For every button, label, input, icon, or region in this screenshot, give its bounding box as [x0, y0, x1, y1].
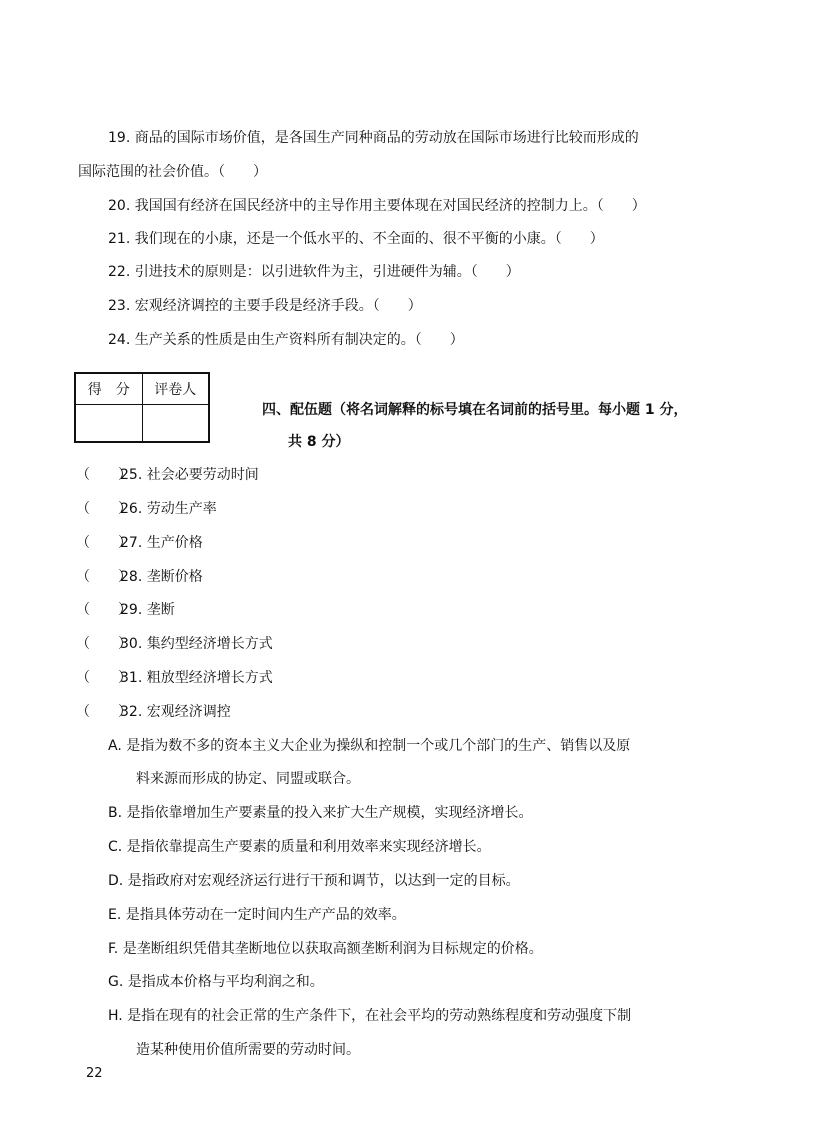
- answer-paren[interactable]: （ ）: [76, 535, 132, 551]
- definition-d: D. 是指政府对宏观经济运行进行干预和调节，以达到一定的目标。: [108, 873, 520, 889]
- match-text: 26. 劳动生产率: [120, 501, 217, 517]
- match-item-31: [76, 668, 273, 688]
- match-item-27: [76, 533, 203, 553]
- definition-g: G. 是指成本价格与平均利润之和。: [108, 974, 324, 990]
- match-text: 30. 集约型经济增长方式: [120, 636, 273, 652]
- grader-label: 评卷人: [142, 373, 209, 405]
- grader-cell[interactable]: [142, 405, 209, 443]
- score-box: [74, 372, 210, 443]
- definition-a: A. 是指为数不多的资本主义大企业为操纵和控制一个或几个部门的生产、销售以及原: [108, 738, 631, 754]
- definition-h-cont: 造某种使用价值所需要的劳动时间。: [136, 1042, 360, 1058]
- question-21: 21. 我们现在的小康，还是一个低水平的、不全面的、很不平衡的小康。（ ）: [108, 231, 604, 247]
- page-number: 22: [86, 1066, 103, 1081]
- question-19: 19. 商品的国际市场价值，是各国生产同种商品的劳动放在国际市场进行比较而形成的: [108, 130, 639, 146]
- definition-b: B. 是指依靠增加生产要素量的投入来扩大生产规模，实现经济增长。: [108, 805, 533, 821]
- match-text: 25. 社会必要劳动时间: [120, 467, 259, 483]
- match-text: 29. 垄断: [120, 602, 175, 618]
- section-title: 四、配伍题（将名词解释的标号填在名词前的括号里。每小题 1 分，: [262, 402, 688, 418]
- section-title-cont: 共 8 分）: [288, 434, 350, 450]
- score-cell[interactable]: [75, 405, 142, 443]
- answer-paren[interactable]: （ ）: [76, 602, 132, 618]
- answer-paren[interactable]: （ ）: [76, 704, 132, 720]
- answer-paren[interactable]: （ ）: [76, 569, 132, 585]
- question-22: 22. 引进技术的原则是：以引进软件为主，引进硬件为辅。（ ）: [108, 264, 520, 280]
- definition-e: E. 是指具体劳动在一定时间内生产产品的效率。: [108, 907, 406, 923]
- definition-h: H. 是指在现有的社会正常的生产条件下，在社会平均的劳动熟练程度和劳动强度下制: [108, 1008, 632, 1024]
- definition-c: C. 是指依靠提高生产要素的质量和利用效率来实现经济增长。: [108, 839, 491, 855]
- question-20: 20. 我国国有经济在国民经济中的主导作用主要体现在对国民经济的控制力上。（ ）: [108, 198, 646, 214]
- match-text: 31. 粗放型经济增长方式: [120, 670, 273, 686]
- answer-paren[interactable]: （ ）: [76, 636, 132, 652]
- match-item-29: [76, 600, 175, 620]
- question-23: 23. 宏观经济调控的主要手段是经济手段。（ ）: [108, 298, 422, 314]
- match-item-26: [76, 499, 217, 519]
- answer-paren[interactable]: （ ）: [76, 501, 132, 517]
- definition-f: F. 是垄断组织凭借其垄断地位以获取高额垄断利润为目标规定的价格。: [108, 941, 543, 957]
- match-text: 27. 生产价格: [120, 535, 203, 551]
- match-item-25: [76, 465, 259, 485]
- match-item-30: [76, 634, 273, 654]
- definition-a-cont: 料来源而形成的协定、同盟或联合。: [136, 771, 360, 787]
- match-item-32: [76, 702, 231, 722]
- match-text: 32. 宏观经济调控: [120, 704, 231, 720]
- answer-paren[interactable]: （ ）: [76, 670, 132, 686]
- question-19-cont: 国际范围的社会价值。（ ）: [78, 164, 267, 180]
- answer-paren[interactable]: （ ）: [76, 467, 132, 483]
- question-24: 24. 生产关系的性质是由生产资料所有制决定的。（ ）: [108, 332, 464, 348]
- match-text: 28. 垄断价格: [120, 569, 203, 585]
- score-label: 得 分: [75, 373, 142, 405]
- match-item-28: [76, 567, 203, 587]
